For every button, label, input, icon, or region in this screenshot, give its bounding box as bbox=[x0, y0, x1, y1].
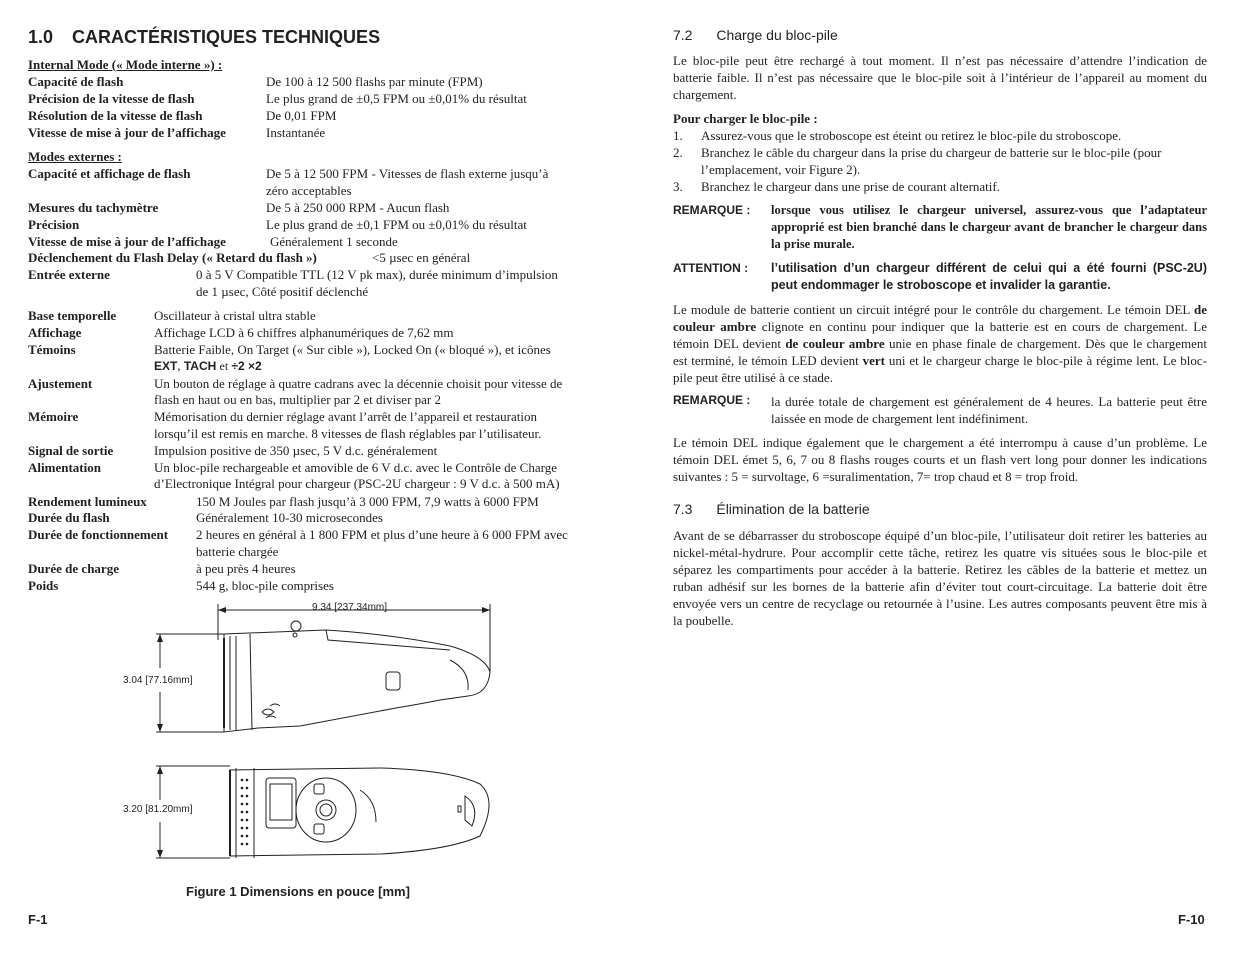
spec-value: Généralement 10-30 microsecondes bbox=[196, 510, 383, 525]
section-number: 7.3 bbox=[673, 501, 693, 517]
spec-value: Instantanée bbox=[266, 125, 326, 140]
external-modes-header: Modes externes : bbox=[28, 149, 122, 164]
steps-title: Pour charger le bloc-pile : bbox=[673, 111, 818, 126]
paragraph: Le témoin DEL indique également que le chargement a été interrompu à cause d’un problème. Le témoin DEL émet 5, 6, 7 ou 8 flashs rouges courts et un flash vert long pour donner les indications suivantes : 5 = survoltage, 6 =suralimentation, 7= trop chaud et 8 = trop froid. bbox=[673, 435, 1207, 484]
dimension-height-label: 3.04 [77.16mm] bbox=[123, 675, 193, 686]
bold-run: de couleur ambre bbox=[785, 336, 885, 351]
spec-value: Le plus grand de ±0,1 FPM ou ±0,01% du résultat bbox=[266, 217, 527, 232]
spec-value: Un bouton de réglage à quatre cadrans avec la décennie choisit pour vitesse de bbox=[154, 376, 563, 391]
dimension-width-label: 3.20 [81.20mm] bbox=[123, 804, 193, 815]
step-text: Assurez-vous que le stroboscope est éteint ou retirez le bloc-pile du stroboscope. bbox=[701, 128, 1122, 143]
section-number: 7.2 bbox=[673, 27, 693, 43]
note-label: REMARQUE : bbox=[673, 393, 751, 407]
spec-value: batterie chargée bbox=[196, 544, 279, 559]
section-heading-text: Élimination de la batterie bbox=[716, 501, 870, 517]
spec-value: De 5 à 250 000 RPM - Aucun flash bbox=[266, 200, 450, 215]
paragraph bbox=[673, 301, 1207, 386]
section-title-text: CARACTÉRISTIQUES TECHNIQUES bbox=[72, 27, 381, 47]
note-text: lorsque vous utilisez le chargeur universel, assurez-vous que l’adaptateur approprié est bien branché dans le chargeur avant de brancher le chargeur dans la prise murale. bbox=[771, 203, 1207, 251]
list-item bbox=[673, 178, 1207, 195]
spec-label: Vitesse de mise à jour de l’affichage bbox=[28, 125, 226, 140]
tach-icon-label: TACH bbox=[183, 359, 217, 373]
page-number-right: F-10 bbox=[1178, 912, 1205, 927]
spec-label: Rendement lumineux bbox=[28, 494, 147, 509]
spec-value: 0 à 5 V Compatible TTL (12 V pk max), durée minimum d’impulsion bbox=[196, 267, 558, 282]
paragraph: Avant de se débarrasser du stroboscope équipé d’un bloc-pile, l’utilisateur doit retirer les batteries au nickel-métal-hydrure. Pour accomplir cette tâche, retirez les quatre vis situées sous le bloc-pile et séparez les compartiments pour accéder à la batterie. Retirez les câbles de la batterie et mettez un ruban adhésif sur les bornes de la batterie afin d’éviter tout court-circuitage. La batterie doit être envoyée vers un centre de recyclage ou retournée à l’usine. Les autres composants peuvent être mis à la poubelle. bbox=[673, 528, 1207, 628]
section-number: 1.0 bbox=[28, 27, 54, 47]
spec-value: Impulsion positive de 350 µsec, 5 V d.c. généralement bbox=[154, 443, 438, 458]
spec-label: Durée du flash bbox=[28, 510, 110, 525]
side-button bbox=[386, 672, 400, 690]
attention-label: ATTENTION : bbox=[673, 261, 749, 275]
spec-value: Oscillateur à cristal ultra stable bbox=[154, 308, 316, 323]
note-text: la durée totale de chargement est généralement de 4 heures. La batterie peut être laissée en mode de chargement lent indéfiniment. bbox=[771, 394, 1207, 426]
spec-label: Déclenchement du Flash Delay (« Retard du flash ») bbox=[28, 250, 317, 265]
spec-label: Précision bbox=[28, 217, 80, 232]
section-heading-7-2 bbox=[673, 27, 838, 43]
bold-run: de couleur ambre bbox=[673, 302, 1207, 334]
spec-value: Affichage LCD à 6 chiffres alphanumériques de 7,62 mm bbox=[154, 325, 454, 340]
internal-mode-header: Internal Mode (« Mode interne ») : bbox=[28, 57, 223, 72]
et-text: et bbox=[219, 359, 229, 373]
step-number: 3. bbox=[673, 179, 683, 194]
spec-value: 2 heures en général à 1 800 FPM et plus d’une heure à 6 000 FPM avec bbox=[196, 527, 568, 542]
spec-value: à peu près 4 heures bbox=[196, 561, 296, 576]
text-run: Le module de batterie contient un circuit intégré pour le contrôle du chargement. Le témoin DEL bbox=[673, 302, 1194, 317]
spec-value: lorsqu’il est remis en marche. 8 vitesses de flash réglables par l’utilisateur. bbox=[154, 426, 542, 441]
paragraph: Le bloc-pile peut être rechargé à tout moment. Il n’est pas nécessaire d’attendre l’indication de batterie faible. Il n’est pas nécessaire que le bloc-pile soit à l’intérieur de l’appareil au moment du chargement. bbox=[673, 53, 1207, 102]
spec-label: Poids bbox=[28, 578, 59, 593]
spec-value: Le plus grand de ±0,5 FPM ou ±0,01% du résultat bbox=[266, 91, 527, 106]
bold-run: vert bbox=[862, 353, 885, 368]
spec-value: d’Electronique Intégral pour chargeur (PSC-2U chargeur : 9 V d.c. à 500 mA) bbox=[154, 476, 560, 491]
spec-label: Entrée externe bbox=[28, 267, 110, 282]
text-run: unie en phase finale de chargement. Dès que le chargement est terminé, le témoin LED devient bbox=[673, 336, 1208, 368]
spec-value: Mémorisation du dernier réglage avant l’arrêt de l’appareil et restauration bbox=[154, 409, 537, 424]
spec-label: Mesures du tachymètre bbox=[28, 200, 159, 215]
section-heading-7-3 bbox=[673, 501, 870, 517]
figure-caption: Figure 1 Dimensions en pouce [mm] bbox=[186, 884, 410, 899]
spec-label: Base temporelle bbox=[28, 308, 117, 323]
control-dial bbox=[296, 778, 356, 842]
spec-value: flash en haut ou en bas, multiplier par 2 et diviser par 2 bbox=[154, 392, 442, 407]
spec-value: De 100 à 12 500 flashs par minute (FPM) bbox=[266, 74, 483, 89]
section-heading-text: Charge du bloc-pile bbox=[716, 27, 838, 43]
spec-label: Témoins bbox=[28, 342, 76, 357]
page-number-left: F-1 bbox=[28, 912, 48, 927]
spec-value: Un bloc-pile rechargeable et amovible de 6 V d.c. avec le Contrôle de Charge bbox=[154, 460, 557, 475]
spec-label: Ajustement bbox=[28, 376, 93, 391]
spec-label: Durée de fonctionnement bbox=[28, 527, 169, 542]
spec-value: Généralement 1 seconde bbox=[270, 234, 398, 249]
spec-value: De 5 à 12 500 FPM - Vitesses de flash externe jusqu’à bbox=[266, 166, 549, 181]
spec-value: De 0,01 FPM bbox=[266, 108, 337, 123]
ext-icon-label: EXT bbox=[154, 359, 178, 373]
dimension-length-label: 9.34 [237.34mm] bbox=[312, 602, 388, 613]
step-number: 2. bbox=[673, 145, 683, 160]
step-number: 1. bbox=[673, 128, 683, 143]
separator: , bbox=[177, 358, 181, 373]
spec-label: Alimentation bbox=[28, 460, 101, 475]
spec-value: 544 g, bloc-pile comprises bbox=[196, 578, 334, 593]
spec-value: de 1 µsec, Côté positif déclenché bbox=[196, 284, 369, 299]
attention-text: l’utilisation d’un chargeur différent de celui qui a été fourni (PSC-2U) peut endommager le stroboscope et invalider la garantie. bbox=[771, 261, 1207, 292]
step-text: Branchez le chargeur dans une prise de courant alternatif. bbox=[701, 179, 1000, 194]
spec-label: Affichage bbox=[28, 325, 82, 340]
step-text: Branchez le câble du chargeur dans la prise du chargeur de batterie sur le bloc-pile (pour l’emplacement, voir Figure 2). bbox=[701, 145, 1162, 177]
text-run: clignote en continu pour indiquer que la batterie est en cours de chargement. Le témoin DEL devient bbox=[673, 319, 1207, 351]
spec-label: Signal de sortie bbox=[28, 443, 114, 458]
spec-value: 150 M Joules par flash jusqu’à 3 000 FPM, 7,9 watts à 6000 FPM bbox=[196, 494, 539, 509]
section-title bbox=[28, 27, 380, 48]
text-run: uni et le chargeur charge le bloc-pile à régime lent. Le bloc-pile peut être utilisé à ce stade. bbox=[673, 353, 1207, 385]
spec-label: Résolution de la vitesse de flash bbox=[28, 108, 203, 123]
note-label: REMARQUE : bbox=[673, 203, 751, 217]
spec-label: Vitesse de mise à jour de l’affichage bbox=[28, 234, 226, 249]
list-item bbox=[673, 127, 1207, 144]
top-view-body bbox=[230, 768, 489, 856]
spec-value: Batterie Faible, On Target (« Sur cible »), Locked On (« bloqué »), et icônes bbox=[154, 342, 551, 357]
spec-value: <5 µsec en général bbox=[372, 250, 471, 265]
divide-multiply-icons: ÷2 ×2 bbox=[231, 359, 262, 373]
spec-label: Capacité de flash bbox=[28, 74, 124, 89]
steps-list bbox=[673, 127, 1207, 195]
spec-label: Capacité et affichage de flash bbox=[28, 166, 191, 181]
temoins-icons-line bbox=[154, 357, 262, 375]
stroboscope-dimension-drawing bbox=[150, 600, 500, 870]
spec-value: zéro acceptables bbox=[266, 183, 352, 198]
spec-label: Précision de la vitesse de flash bbox=[28, 91, 195, 106]
spec-label: Mémoire bbox=[28, 409, 79, 424]
spec-label: Durée de charge bbox=[28, 561, 119, 576]
side-view-body bbox=[224, 630, 490, 732]
list-item bbox=[673, 144, 1207, 178]
